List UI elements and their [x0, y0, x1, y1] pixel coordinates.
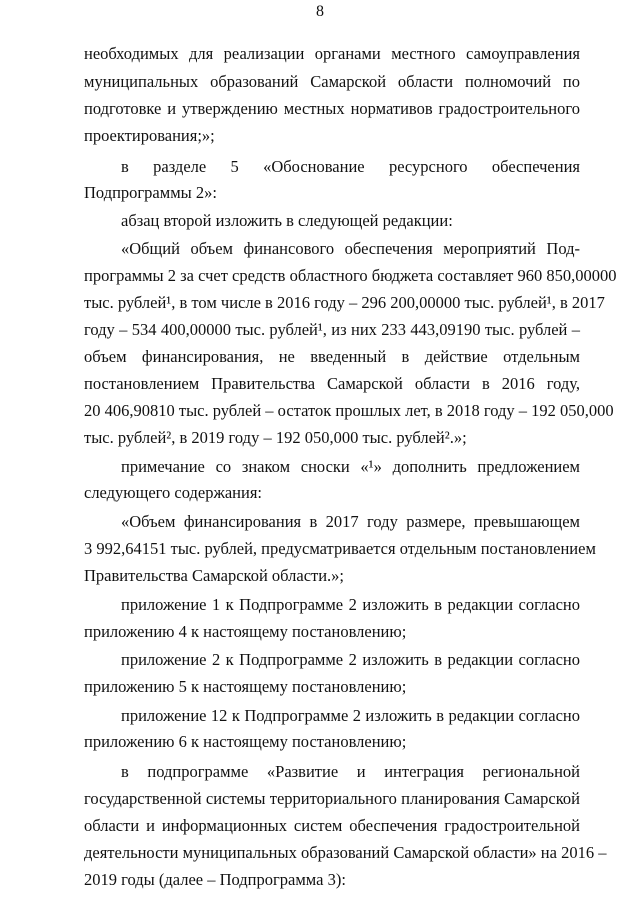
text-line: области и информационных систем обеспечения градостроительной: [84, 816, 580, 835]
text-line: приложение 12 к Подпрограмме 2 изложить в редакции согласно: [121, 706, 580, 725]
text-line: в подпрограмме «Развитие и интеграция региональной: [121, 762, 580, 781]
text-line: абзац второй изложить в следующей редакции:: [121, 211, 453, 230]
text-line: государственной системы территориального планирования Самарской: [84, 789, 580, 808]
text-line: программы 2 за счет средств областного бюджета составляет 960 850,00000: [84, 266, 617, 285]
text-line: следующего содержания:: [84, 483, 263, 502]
text-line: приложению 5 к настоящему постановлению;: [84, 677, 407, 696]
text-line: приложению 6 к настоящему постановлению;: [84, 732, 407, 751]
text-line: тыс. рублей², в 2019 году – 192 050,000 тыс. рублей².»;: [84, 428, 467, 447]
text-line: объем финансирования, не введенный в действие отдельным: [84, 347, 580, 366]
text-line: году – 534 400,00000 тыс. рублей¹, из них 233 443,09190 тыс. рублей –: [84, 320, 580, 339]
text-line: примечание со знаком сноски «¹» дополнить предложением: [121, 457, 580, 476]
text-line: 3 992,64151 тыс. рублей, предусматривается отдельным постановлением: [84, 539, 596, 558]
text-line: деятельности муниципальных образований Самарской области» на 2016 –: [84, 843, 607, 862]
page-number: 8: [316, 3, 324, 20]
text-line: постановлением Правительства Самарской области в 2016 году,: [84, 374, 580, 393]
text-line: 2019 годы (далее – Подпрограмма 3):: [84, 870, 346, 889]
text-line: приложению 4 к настоящему постановлению;: [84, 622, 407, 641]
text-line: «Общий объем финансового обеспечения мероприятий Под-: [121, 239, 580, 258]
text-line: приложение 2 к Подпрограмме 2 изложить в редакции согласно: [121, 650, 580, 669]
text-line: в разделе 5 «Обоснование ресурсного обеспечения: [121, 157, 580, 176]
text-line: проектирования;»;: [84, 126, 215, 145]
text-line: Подпрограммы 2»:: [84, 183, 217, 202]
text-line: муниципальных образований Самарской области полномочий по: [84, 72, 580, 91]
text-line: тыс. рублей¹, в том числе в 2016 году – 296 200,00000 тыс. рублей¹, в 2017: [84, 293, 605, 312]
text-line: необходимых для реализации органами местного самоуправления: [84, 44, 580, 63]
text-line: «Объем финансирования в 2017 году размере, превышающем: [121, 512, 580, 531]
text-line: 20 406,90810 тыс. рублей – остаток прошлых лет, в 2018 году – 192 050,000: [84, 401, 614, 420]
text-line: приложение 1 к Подпрограмме 2 изложить в редакции согласно: [121, 595, 580, 614]
text-line: подготовке и утверждению местных нормативов градостроительного: [84, 99, 580, 118]
text-line: Правительства Самарской области.»;: [84, 566, 345, 585]
